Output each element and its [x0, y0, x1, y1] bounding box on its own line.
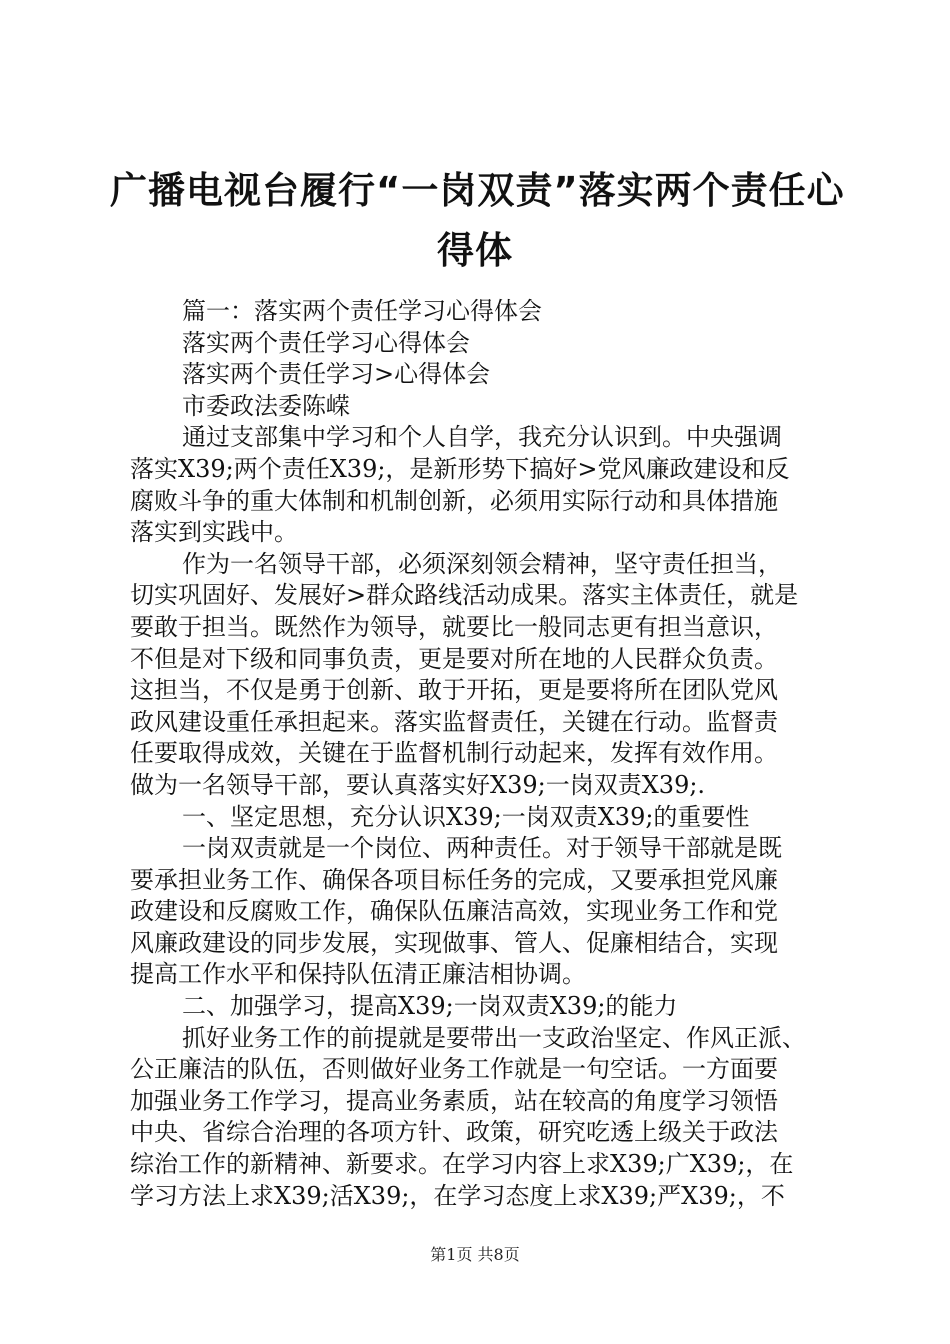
body-text-line: 切实巩固好、发展好>群众路线活动成果。落实主体责任，就是	[130, 581, 799, 610]
body-text-line: 腐败斗争的重大体制和机制创新，必须用实际行动和具体措施	[130, 486, 778, 515]
body-text-line: 一岗双责就是一个岗位、两种责任。对于领导干部就是既	[182, 834, 782, 863]
body-text-line: 要敢于担当。既然作为领导，就要比一般同志更有担当意识，	[130, 612, 778, 641]
body-text-line: 通过支部集中学习和个人自学，我充分认识到。中央强调	[182, 423, 782, 452]
page-footer: 第1页 共8页	[430, 1245, 520, 1264]
body-text-line: 任要取得成效，关键在于监督机制行动起来，发挥有效作用。	[130, 739, 778, 768]
document-body	[130, 296, 830, 1212]
body-text-line: 公正廉洁的队伍，否则做好业务工作就是一句空话。一方面要	[130, 1055, 778, 1084]
body-text-line: 综治工作的新精神、新要求。在学习内容上求X39;广X39;，在	[130, 1150, 794, 1179]
body-text-line: 提高工作水平和保持队伍清正廉洁相协调。	[130, 960, 586, 989]
body-text-line: 篇一：落实两个责任学习心得体会	[182, 297, 542, 325]
body-text-line: 要承担业务工作、确保各项目标任务的完成，又要承担党风廉	[130, 865, 778, 894]
body-text-line: 这担当，不仅是勇于创新、敢于开拓，更是要将所在团队党风	[130, 676, 778, 705]
body-text-line: 二、加强学习，提高X39;一岗双责X39;的能力	[182, 992, 678, 1021]
body-text-line: 做为一名领导干部，要认真落实好X39;一岗双责X39;.	[130, 770, 706, 799]
body-text-line: 一、坚定思想，充分认识X39;一岗双责X39;的重要性	[182, 802, 750, 831]
body-text-line: 中央、省综合治理的各项方针、政策，研究吃透上级关于政法	[130, 1118, 778, 1147]
body-text-line: 风廉政建设的同步发展，实现做事、管人、促廉相结合，实现	[130, 928, 778, 957]
body-text-line: 落实到实践中。	[130, 518, 298, 547]
body-text-line: 抓好业务工作的前提就是要带出一支政治坚定、作风正派、	[182, 1023, 806, 1052]
body-text-line: 市委政法委陈嵘	[182, 391, 350, 420]
body-text-line: 落实X39;两个责任X39;，是新形势下搞好>党风廉政建设和反	[130, 454, 790, 483]
body-text-line: 加强业务工作学习，提高业务素质，站在较高的角度学习领悟	[130, 1086, 778, 1115]
body-text-line: 政风建设重任承担起来。落实监督责任，关键在行动。监督责	[130, 707, 778, 736]
document-title-line-1: 广播电视台履行“一岗双责”落实两个责任心	[110, 169, 845, 212]
body-text-line: 作为一名领导干部，必须深刻领会精神，坚守责任担当，	[182, 549, 782, 578]
body-text-line: 学习方法上求X39;活X39;，在学习态度上求X39;严X39;，不	[130, 1181, 785, 1210]
body-text-line: 政建设和反腐败工作，确保队伍廉洁高效，实现业务工作和党	[130, 897, 778, 926]
document-title-line-2: 得体	[437, 229, 513, 272]
body-text-line: 落实两个责任学习>心得体会	[182, 360, 491, 389]
body-text-line: 不但是对下级和同事负责，更是要对所在地的人民群众负责。	[130, 644, 778, 673]
body-text-line: 落实两个责任学习心得体会	[182, 328, 470, 357]
